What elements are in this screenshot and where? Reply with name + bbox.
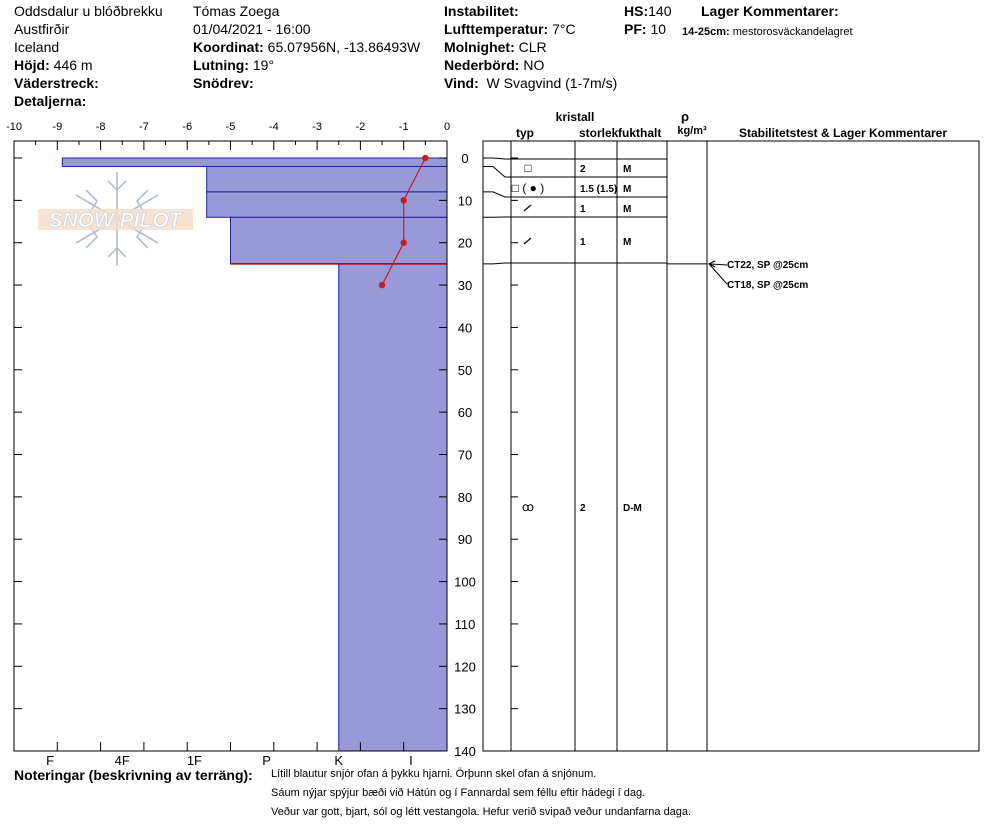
moisture-value: M <box>623 204 632 215</box>
temperature-point <box>401 197 407 203</box>
moisture-value: D-M <box>623 503 642 514</box>
depth-tick-label: 0 <box>461 151 469 166</box>
temp-tick-label: 0 <box>443 121 451 133</box>
moisture-header: fukthalt <box>618 126 662 140</box>
snow-height-label: HS: <box>624 3 649 19</box>
depth-connector <box>483 192 511 197</box>
notes-line-3: Veður var gott, bjart, sól og létt vestangola. Hefur verið svipað veður undanfarna daga. <box>271 806 692 818</box>
air-temperature-label: Lufttemperatur: <box>444 21 549 37</box>
layer-comment-range: 14-25cm: <box>682 26 730 38</box>
moisture-value: M <box>623 164 632 175</box>
depth-tick-label: 60 <box>457 405 473 421</box>
observation-datetime: 01/04/2021 - 16:00 <box>193 21 311 37</box>
depth-tick-label: 20 <box>457 235 473 251</box>
size-header: storlek <box>579 126 619 140</box>
hardness-label: 1F <box>186 753 203 768</box>
faceted-crystal-icon <box>524 205 531 211</box>
slope-value: 19° <box>252 57 275 73</box>
density-header: kg/m³ <box>677 125 707 137</box>
precipitation-label: Nederbörd: <box>444 57 520 73</box>
crystal-type-icon: □ ( ● ) <box>511 181 545 195</box>
hardness-layer <box>207 192 447 217</box>
temp-tick-label: -7 <box>139 121 149 133</box>
depth-tick-label: 80 <box>457 489 473 505</box>
type-header: typ <box>516 126 534 140</box>
temp-tick-label: -2 <box>355 121 366 133</box>
hardness-label: I <box>409 753 413 768</box>
elevation-label: Höjd: <box>14 57 50 73</box>
layer-comment-text: mestorosväckandelagret <box>732 26 853 38</box>
notes-line-2: Sáum nýjar spýjur bæði við Hátún og í Fannardal sem féllu eftir hádegi í dag. <box>271 787 646 799</box>
hardness-layer <box>231 217 448 264</box>
hardness-label: F <box>46 753 55 768</box>
country-name: Iceland <box>14 39 60 55</box>
hardness-layer <box>207 166 447 191</box>
stability-test: CT18, SP @25cm <box>727 280 809 291</box>
layer-comments-label: Lager Kommentarer: <box>701 3 839 19</box>
hardness-label: P <box>262 753 271 768</box>
slope-label: Lutning: <box>193 57 249 73</box>
coordinates-value: 65.07956N, -13.86493W <box>267 39 421 55</box>
depth-tick-label: 90 <box>457 532 473 548</box>
crystal-size: 1.5 (1.5) <box>580 184 618 195</box>
hardness-label: K <box>334 753 344 768</box>
sky-cover-label: Molnighet: <box>444 39 515 55</box>
crystal-header: kristall <box>555 110 595 124</box>
depth-connector <box>483 166 511 177</box>
sky-cover-value: CLR <box>518 39 547 55</box>
faceted-crystal-icon <box>524 238 531 244</box>
stability-header: Stabilitetstest & Lager Kommentarer <box>738 126 948 140</box>
crystal-size: 1 <box>580 237 586 248</box>
hardness-label: 4F <box>114 753 130 768</box>
depth-tick-label: 30 <box>457 278 473 294</box>
temp-tick-label: -8 <box>95 121 106 133</box>
hardness-layer <box>62 158 447 166</box>
drift-label: Snödrev: <box>193 75 254 91</box>
hardness-layer <box>339 264 447 751</box>
precipitation-value: NO <box>523 57 545 73</box>
temp-tick-label: -1 <box>398 121 409 133</box>
crystal-size: 2 <box>580 164 586 175</box>
rho-header: ρ <box>680 109 690 124</box>
depth-tick-label: 10 <box>457 193 473 209</box>
instability-label: Instabilitet: <box>444 3 519 19</box>
crystal-size: 2 <box>580 503 586 514</box>
elevation-value: 446 m <box>53 57 93 73</box>
temp-tick-label: -6 <box>182 121 193 133</box>
watermark-text: SNOW PILOT <box>48 209 182 232</box>
stability-pointer <box>709 264 727 284</box>
depth-connector <box>483 263 511 264</box>
temp-tick-label: -4 <box>268 121 279 133</box>
temp-tick-label: -3 <box>312 121 322 133</box>
observer-name: Tómas Zoega <box>193 3 280 19</box>
depth-tick-label: 130 <box>454 701 476 717</box>
depth-tick-label: 50 <box>457 362 473 378</box>
temp-tick-label: -5 <box>225 121 236 133</box>
wind-label: Vind: <box>444 75 479 91</box>
depth-tick-label: 110 <box>454 616 476 632</box>
layer-table-frame <box>483 141 979 751</box>
depth-tick-label: 70 <box>457 447 473 463</box>
crystal-size: 1 <box>580 204 586 215</box>
temperature-point <box>401 240 407 246</box>
location-name: Oddsdalur u blóðbrekku <box>14 3 163 19</box>
depth-tick-label: 120 <box>454 659 476 675</box>
aspect-label: Väderstreck: <box>14 75 99 91</box>
air-temperature-value: 7°C <box>552 21 576 37</box>
snowpilot-watermark <box>38 172 193 266</box>
depth-tick-label: 40 <box>457 320 473 336</box>
moisture-value: M <box>623 184 632 195</box>
penetration-value: 10 <box>650 21 667 37</box>
melt-form-icon: ꝏ <box>521 500 535 514</box>
depth-tick-label: 100 <box>454 574 476 590</box>
depth-tick-label: 140 <box>454 744 476 759</box>
wind-value: W Svagvind (1-7m/s) <box>486 75 618 91</box>
depth-connector <box>483 158 511 159</box>
penetration-label: PF: <box>624 21 647 37</box>
temperature-point <box>379 282 385 288</box>
details-label: Detaljerna: <box>14 93 87 109</box>
temp-tick-label: -10 <box>6 121 22 133</box>
temp-tick-label: -9 <box>52 121 63 133</box>
coordinates-label: Koordinat: <box>193 39 264 55</box>
snow-height-value: 140 <box>648 3 672 19</box>
moisture-value: M <box>623 237 632 248</box>
notes-line-1: Lítill blautur snjór ofan á þykku hjarni. Örþunn skel ofan á snjónum. <box>271 768 597 780</box>
crystal-type-icon: □ <box>524 161 532 175</box>
notes-label: Noteringar (beskrivning av terräng): <box>14 767 253 783</box>
region-name: Austfirðir <box>14 21 70 37</box>
temperature-point <box>422 155 428 161</box>
stability-test: CT22, SP @25cm <box>727 260 809 271</box>
